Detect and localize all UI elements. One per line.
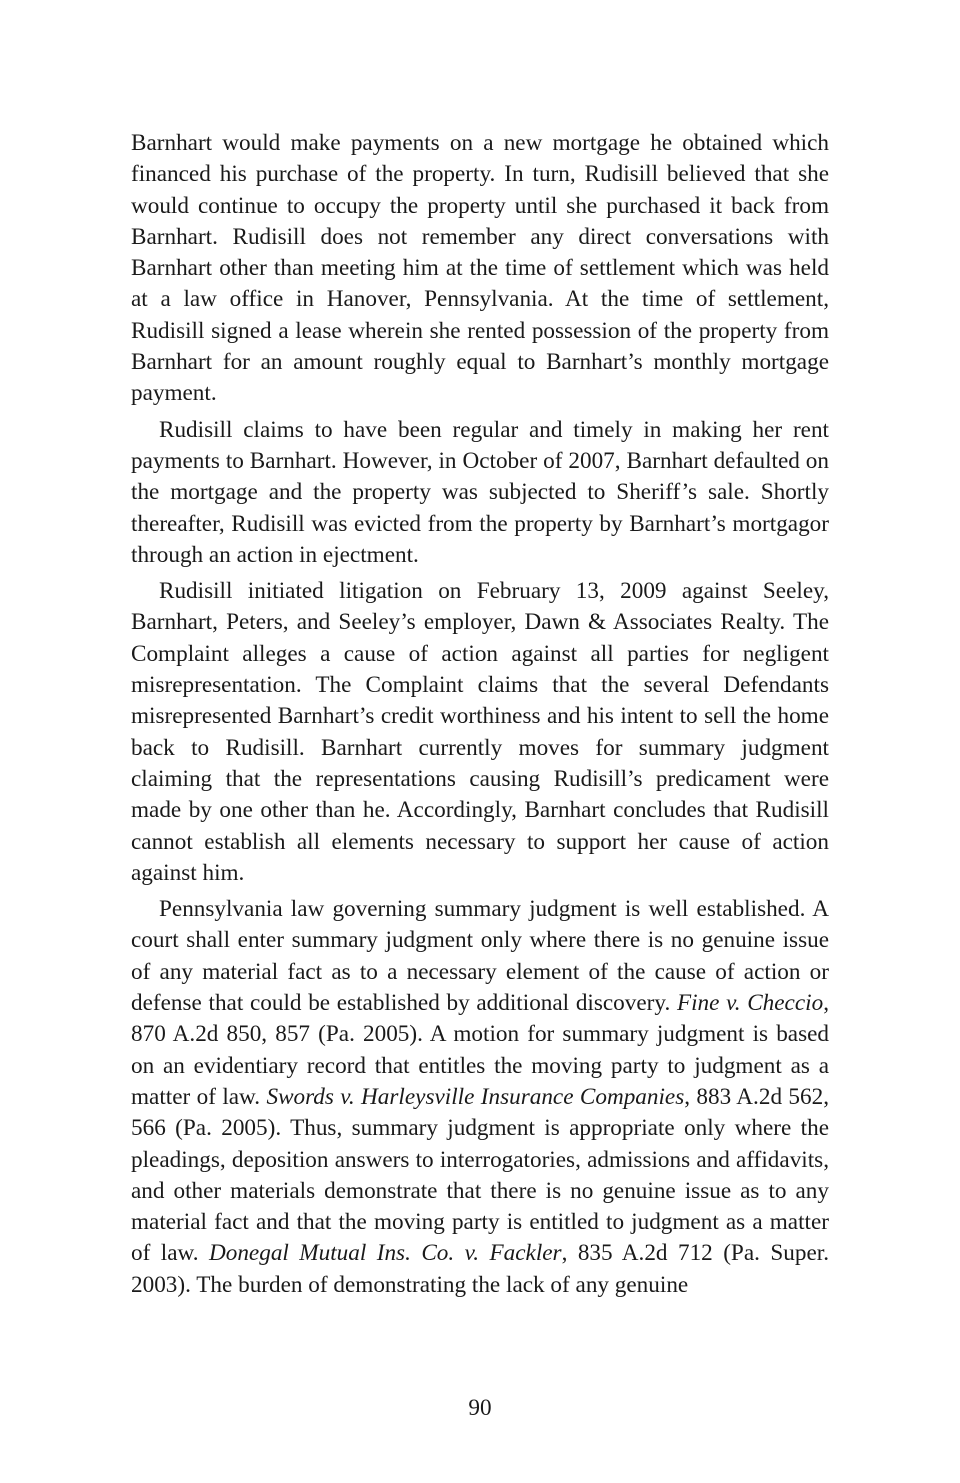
- paragraph-2: Rudisill claims to have been regular and timely in making her rent payments to Barnhart. However, in October of 2007, Barnhart defaulted on the mortgage and the property was subjected to Sheriff’s sale. Shortly thereafter, Rudisill was evicted from the property by Barnhart’s mortgagor through an action in ejectment.: [131, 416, 829, 568]
- case-citation-donegal: Donegal Mutual Ins. Co. v. Fackler: [209, 1240, 562, 1267]
- paragraph-1: Barnhart would make payments on a new mortgage he obtained which financed his purchase of the property. In turn, Rudisill believed that she would continue to occupy the property until she purchased it back from Barnhart. Rudisill does not remember any direct conversations with Barnhart other than meeting him at the time of settlement which was held at a law office in Hanover, Pennsylvania. At the time of settlement, Rudisill signed a lease wherein she rented possession of the property from Barnhart for an amount roughly equal to Barnhart’s monthly mortgage payment.: [131, 130, 829, 407]
- body-text: [131, 128, 829, 1306]
- paragraph-4: Pennsylvania law governing summary judgment is well established. A court shall enter summary judgment only where there is no genuine issue of any material fact as to a necessary element of the cause of action or defense that could be established by additional discovery. Fine v. Checcio, 870 A.2d 850, 857 (Pa. 2005). A motion for summary judgment is based on an evidentiary record that entitles the moving party to judgment as a matter of law. Swords v. Harleysville Insurance Companies, 883 A.2d 562, 566 (Pa. 2005). Thus, summary judgment is appropriate only where the pleadings, deposition answers to interrogatories, admissions and affidavits, and other materials demonstrate that there is no genuine issue as to any material fact and that the moving party is entitled to judgment as a matter of law. Donegal Mutual Ins. Co. v. Fackler, 835 A.2d 712 (Pa. Super. 2003). The burden of demonstrating the lack of any genuine: [131, 896, 830, 1298]
- page-number: 90: [468, 1395, 492, 1421]
- case-citation-swords: Swords v. Harleysville Insurance Companies: [266, 1083, 685, 1110]
- paragraph-3: Rudisill initiated litigation on February 13, 2009 against Seeley, Barnhart, Peters, and Seeley’s employer, Dawn & Associates Realty. The Complaint alleges a cause of action against all parties for negligent misrepresentation. The Complaint claims that the several Defendants misrepresented Barnhart’s credit worthiness and his intent to sell the home back to Rudisill. Barnhart currently moves for summary judgment claiming that the representations causing Rudisill’s predicament were made by one other than he. Accordingly, Barnhart concludes that Rudisill cannot establish all elements necessary to support her cause of action against him.: [131, 578, 829, 886]
- case-citation-fine: Fine v. Checcio: [676, 990, 824, 1017]
